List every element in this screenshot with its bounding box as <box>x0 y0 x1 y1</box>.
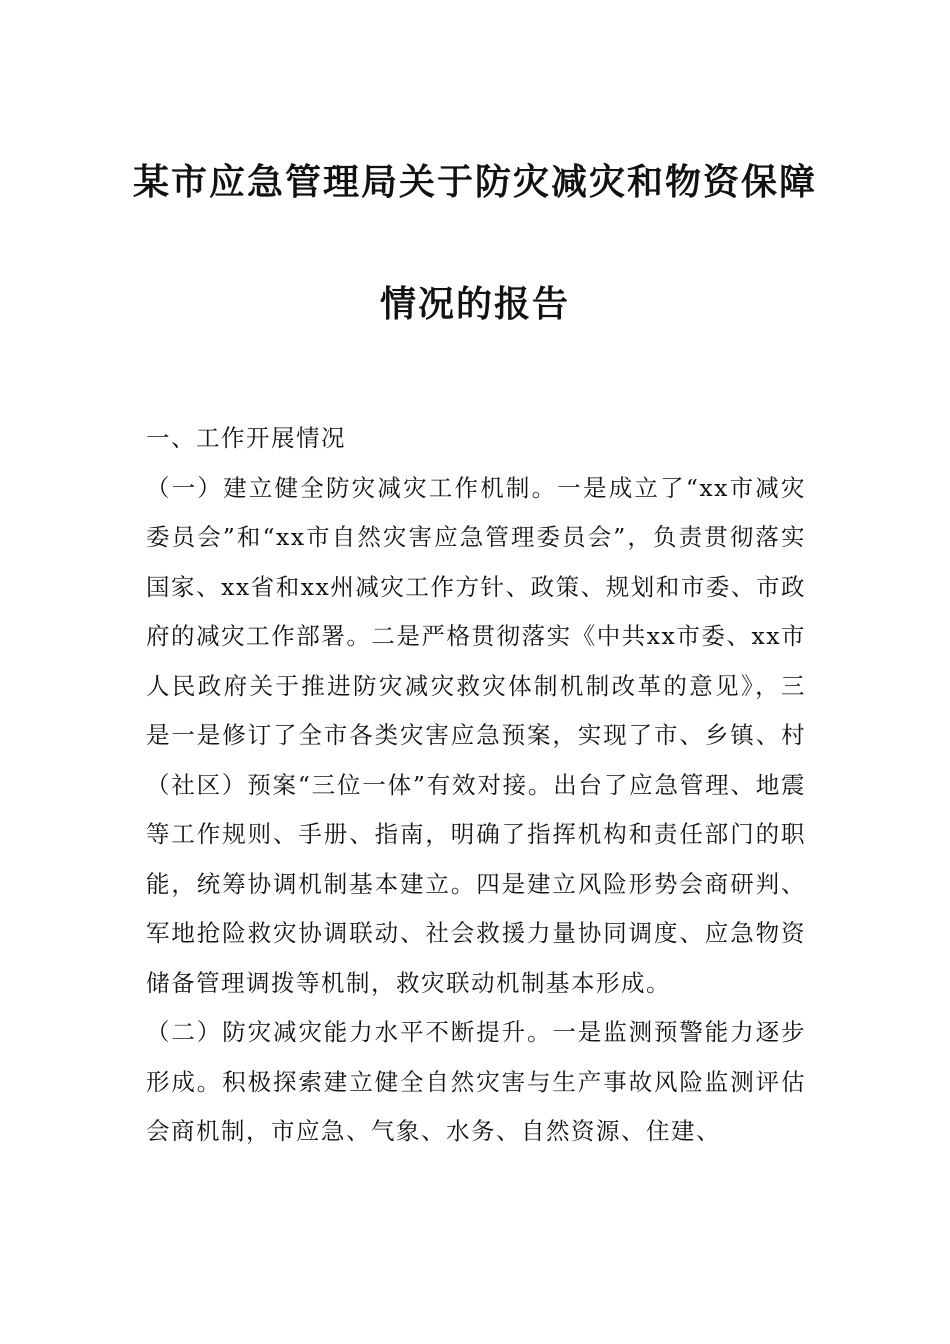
paragraph-mechanism: （一）建立健全防灾减灾工作机制。一是成立了“xx市减灾委员会”和“xx市自然灾害应急管理委员会”，负责贯彻落实国家、xx省和xx州减灾工作方针、政策、规划和市委、市政府的减灾工作部署。二是严格贯彻落实《中共xx市委、xx市人民政府关于推进防灾减灾救灾体制机制改革的意见》，三是一是修订了全市各类灾害应急预案，实现了市、乡镇、村（社区）预案“三位一体”有效对接。出台了应急管理、地震等工作规则、手册、指南，明确了指挥机构和责任部门的职能，统筹协调机制基本建立。四是建立风险形势会商研判、军地抢险救灾协调联动、社会救援力量协同调度、应急物资储备管理调拨等机制，救灾联动机制基本形成。 <box>146 473 806 997</box>
paragraph-capability: （二）防灾减灾能力水平不断提升。一是监测预警能力逐步形成。积极探索建立健全自然灾害与生产事故风险监测评估会商机制，市应急、气象、水务、自然资源、住建、 <box>146 1018 806 1145</box>
document-title-line-1: 某市应急管理局关于防灾减灾和物资保障 <box>132 161 817 203</box>
document-title-line-2: 情况的报告 <box>379 283 570 325</box>
section-heading: 一、工作开展情况 <box>146 424 346 452</box>
document-body <box>146 414 806 1157</box>
